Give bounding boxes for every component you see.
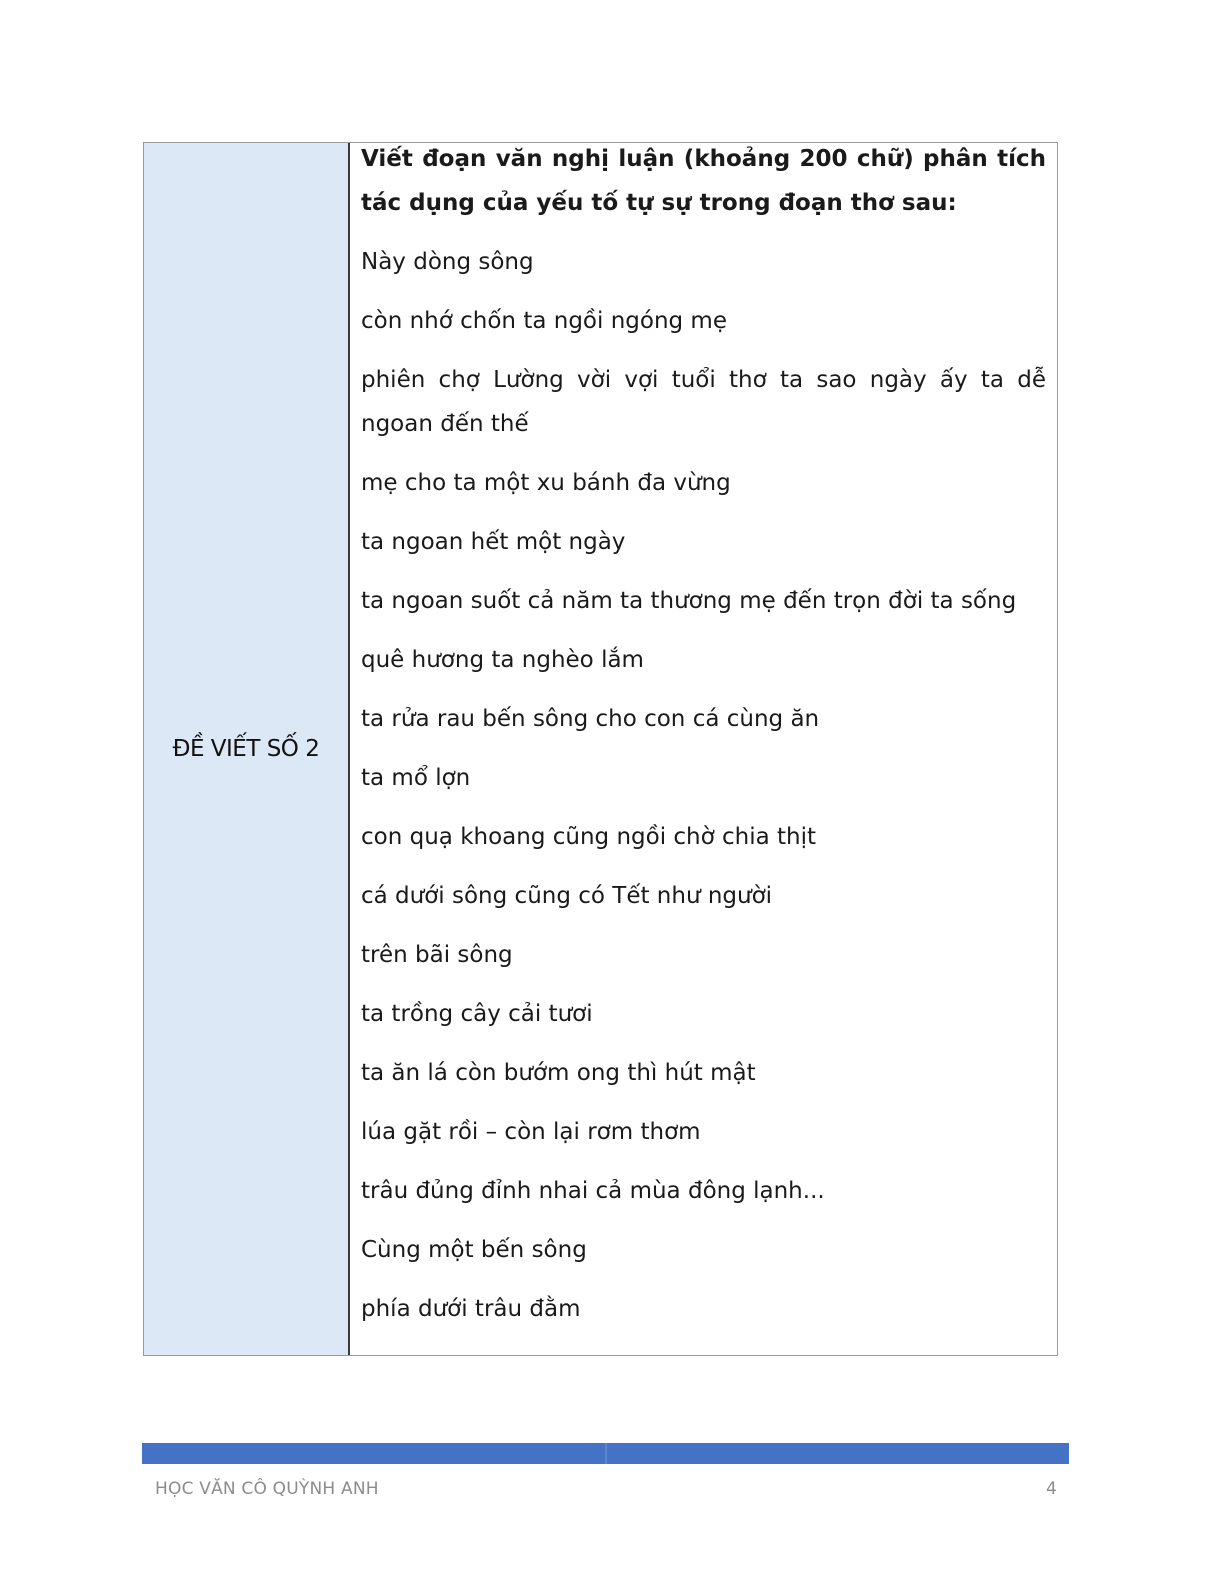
writing-task-table: [143, 142, 1058, 1356]
poem-line: phiên chợ Lường vời vợi tuổi thơ ta sao ngày ấy ta dễ ngoan đến thế: [361, 367, 1046, 437]
poem-line: ta trồng cây cải tươi: [361, 1001, 593, 1027]
poem-line: trâu đủng đỉnh nhai cả mùa đông lạnh...: [361, 1178, 825, 1204]
poem-line: con quạ khoang cũng ngồi chờ chia thịt: [361, 824, 817, 850]
footer-bar-divider: [605, 1443, 607, 1464]
poem-line: trên bãi sông: [361, 942, 513, 968]
page-number: 4: [1046, 1479, 1057, 1499]
poem-line: ta ăn lá còn bướm ong thì hút mật: [361, 1060, 756, 1086]
poem-line: ta ngoan suốt cả năm ta thương mẹ đến trọn đời ta sống: [361, 588, 1017, 614]
poem: [361, 240, 1046, 1331]
footer-title: HỌC VĂN CÔ QUỲNH ANH: [155, 1479, 379, 1499]
poem-line: ta mổ lợn: [361, 765, 471, 791]
poem-line: phía dưới trâu đằm: [361, 1296, 581, 1322]
poem-line: ta ngoan hết một ngày: [361, 529, 626, 555]
task-label-cell: [144, 143, 350, 1355]
task-prompt: Viết đoạn văn nghị luận (khoảng 200 chữ) phân tích tác dụng của yếu tố tự sự trong đoạn thơ sau:: [361, 146, 1046, 216]
task-content-cell: [350, 143, 1057, 1355]
poem-line: mẹ cho ta một xu bánh đa vừng: [361, 470, 731, 496]
poem-line: Này dòng sông: [361, 249, 534, 275]
poem-line: ta rửa rau bến sông cho con cá cùng ăn: [361, 706, 820, 732]
poem-line: quê hương ta nghèo lắm: [361, 647, 644, 673]
task-label: ĐỀ VIẾT SỐ 2: [172, 736, 320, 762]
poem-line: Cùng một bến sông: [361, 1237, 587, 1263]
footer-bar: [142, 1443, 1069, 1464]
poem-line: lúa gặt rồi – còn lại rơm thơm: [361, 1119, 701, 1145]
poem-line: còn nhớ chốn ta ngồi ngóng mẹ: [361, 308, 727, 334]
poem-line: cá dưới sông cũng có Tết như người: [361, 883, 773, 909]
